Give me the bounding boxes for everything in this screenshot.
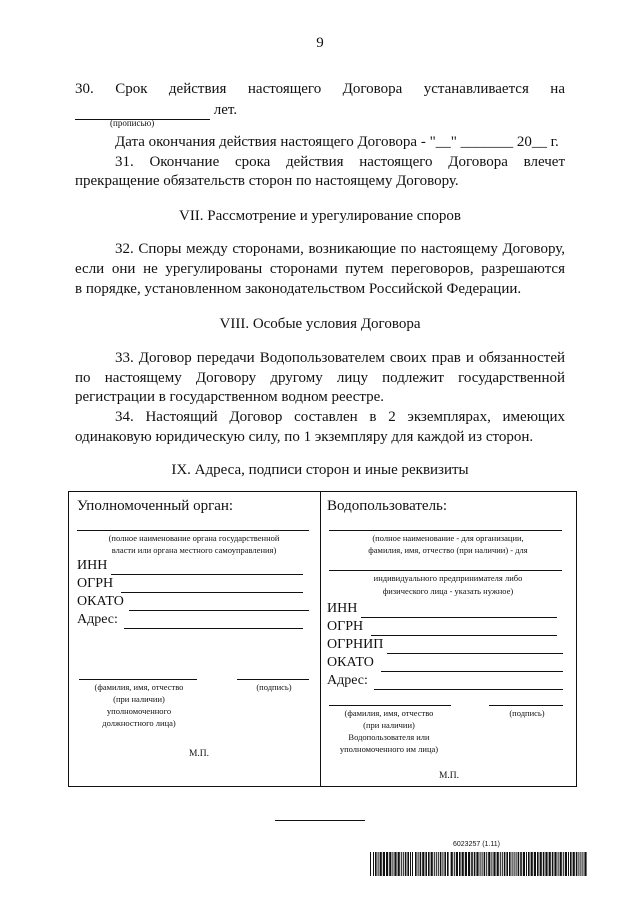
water-user-name-line2 bbox=[329, 570, 562, 571]
authority-ogrn-label: ОГРН bbox=[77, 576, 114, 591]
item-32-line3: в порядке, установленном законодательством Российской Федерации. bbox=[75, 281, 522, 297]
authority-title: Уполномоченный орган: bbox=[77, 498, 234, 514]
authority-sign-hint: (подпись) bbox=[256, 682, 292, 692]
water-user-sign-line bbox=[489, 705, 563, 706]
authority-name-hint2: власти или органа местного самоуправления) bbox=[111, 545, 277, 555]
authority-fio-hint2: (при наличии) bbox=[113, 694, 165, 704]
water-user-name-line bbox=[329, 530, 562, 531]
authority-okato-line bbox=[129, 610, 309, 611]
water-user-fio-hint3: Водопользователя или bbox=[348, 732, 430, 742]
water-user-ogrnip-line bbox=[387, 653, 563, 654]
page-number: 9 bbox=[316, 35, 324, 51]
authority-address-line bbox=[124, 628, 303, 629]
barcode-label: 6023257 (1.11) bbox=[453, 841, 500, 848]
authority-name-hint1: (полное наименование органа государственной bbox=[108, 533, 280, 543]
footer-separator bbox=[275, 820, 365, 821]
water-user-inn-label: ИНН bbox=[327, 601, 358, 616]
authority-inn-line bbox=[111, 574, 303, 575]
requisites-table bbox=[68, 491, 577, 787]
section-9-title: IX. Адреса, подписи сторон и иные реквизиты bbox=[171, 462, 469, 478]
item-31-line2: прекращение обязательств сторон по настоящему Договору. bbox=[75, 173, 459, 189]
section-7-title: VII. Рассмотрение и урегулирование споров bbox=[178, 208, 461, 224]
authority-sign-line bbox=[237, 679, 309, 680]
water-user-fio-hint1: (фамилия, имя, отчество bbox=[344, 708, 434, 718]
in-words-hint: (прописью) bbox=[110, 118, 155, 128]
item-33-line2: по настоящему Договору другому лицу подлежит государственной bbox=[75, 370, 565, 386]
authority-stamp: М.П. bbox=[188, 749, 210, 759]
section-8-title: VIII. Особые условия Договора bbox=[219, 316, 421, 332]
authority-fio-line bbox=[79, 679, 197, 680]
authority-okato-label: ОКАТО bbox=[77, 594, 124, 609]
authority-ogrn-line bbox=[121, 592, 303, 593]
water-user-hint4: физического лица - указать нужное) bbox=[382, 586, 514, 596]
water-user-okato-label: ОКАТО bbox=[327, 655, 374, 670]
authority-fio-hint4: должностного лица) bbox=[102, 718, 176, 728]
item-34-line2: одинаковую юридическую силу, по 1 экземпляру для каждой из сторон. bbox=[75, 429, 534, 445]
water-user-address-line bbox=[374, 689, 563, 690]
water-user-hint2: фамилия, имя, отчество (при наличии) - для bbox=[368, 545, 528, 555]
item-33-line3: регистрации в государственном водном реестре. bbox=[75, 389, 385, 405]
water-user-ogrnip-label: ОГРНИП bbox=[327, 637, 384, 652]
item-34-line1: 34. Настоящий Договор составлен в 2 экземплярах, имеющих bbox=[115, 409, 565, 425]
item-33-line1: 33. Договор передачи Водопользователем своих прав и обязанностей bbox=[115, 350, 565, 366]
water-user-hint1: (полное наименование - для организации, bbox=[372, 533, 524, 543]
water-user-fio-line bbox=[329, 705, 451, 706]
water-user-title: Водопользователь: bbox=[327, 498, 448, 514]
water-user-address-label: Адрес: bbox=[327, 673, 368, 688]
item-31-line1: 31. Окончание срока действия настоящего Договора влечет bbox=[115, 154, 565, 170]
item-32-line1: 32. Споры между сторонами, возникающие по настоящему Договору, bbox=[115, 241, 565, 257]
water-user-hint3: индивидуального предпринимателя либо bbox=[373, 573, 523, 583]
item-30-years: лет. bbox=[213, 102, 238, 118]
item-32-line2: если они не урегулированы сторонами путем переговоров, разрешаются bbox=[75, 261, 565, 277]
barcode bbox=[370, 852, 590, 876]
water-user-sign-hint: (подпись) bbox=[509, 708, 545, 718]
water-user-fio-hint2: (при наличии) bbox=[363, 720, 415, 730]
water-user-ogrn-line bbox=[371, 635, 557, 636]
water-user-stamp: М.П. bbox=[438, 771, 460, 781]
authority-fio-hint3: уполномоченного bbox=[106, 706, 172, 716]
water-user-okato-line bbox=[381, 671, 563, 672]
authority-inn-label: ИНН bbox=[77, 558, 108, 573]
authority-address-label: Адрес: bbox=[77, 612, 118, 627]
authority-fio-hint1: (фамилия, имя, отчество bbox=[94, 682, 184, 692]
water-user-ogrn-label: ОГРН bbox=[327, 619, 364, 634]
authority-name-line bbox=[77, 530, 309, 531]
water-user-inn-line bbox=[361, 617, 557, 618]
end-date-line: Дата окончания действия настоящего Договора - "__" _______ 20__ г. bbox=[115, 134, 559, 150]
water-user-fio-hint4: уполномоченного им лица) bbox=[339, 744, 439, 754]
item-30-line1: 30. Срок действия настоящего Договора устанавливается на bbox=[75, 81, 565, 97]
